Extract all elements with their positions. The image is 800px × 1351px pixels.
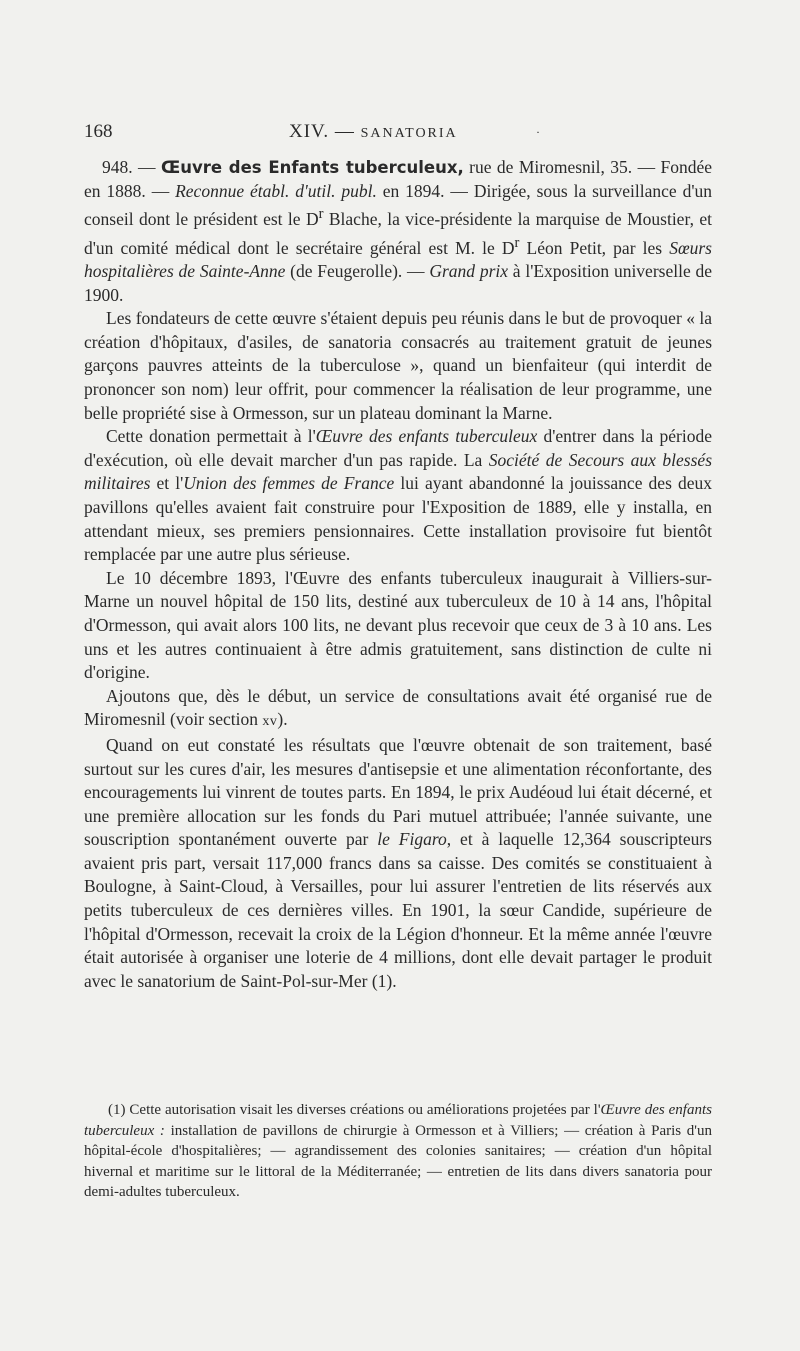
entry-title: Œuvre des Enfants tuberculeux,	[160, 158, 464, 177]
print-mark: ·	[536, 125, 540, 139]
paragraph-founders: Les fondateurs de cette œuvre s'étaient depuis peu réunis dans le but de provoquer « la création d'hôpitaux, d'asiles, de sanatoria consacrés au traitement gratuit de jeunes garçons pauvres atteints de la tuberculose », quand un bienfaiteur (qui interdit de prononcer son nom) leur offrit, pour commencer la réalisation de leur programme, une belle propriété sise à Ormesson, sur un plateau dominant la Marne.	[84, 308, 712, 423]
entry-paragraph-1: 948. — Œuvre des Enfants tuberculeux, rue de Miromesnil, 35. — Fondée en 1888. — Reconnue établ. d'util. publ. en 1894. — Dirigée, sous la surveillance d'un conseil dont le président est le $D^r$ Blache, la vice-présidente la marquise de Moustier, et d'un comité médical dont le secrétaire général est M. le $D^r$ Léon Petit, par les Sœurs hospitalières de Sainte-Anne (de Feugerolle). — Grand prix à l'Exposition universelle de 1900.	[84, 157, 713, 305]
paragraph-donation: Cette donation permettait à l'Œuvre des enfants tuberculeux d'entrer dans la période d'exécution, où elle devait marcher d'un pas rapide. La Société de Secours aux blessés militaires et l'Union des femmes de France lui ayant abandonné la jouissance des deux pavillons qu'elles avaient fait construire pour l'Exposition de 1889, elle y installa, en attendant mieux, ses premiers pensionnaires. Cette installation provisoire fut bientôt remplacée par une autre plus sérieuse.	[84, 426, 713, 565]
footnote-1: (1) Cette autorisation visait les diverses créations ou améliorations projetées par l'Œuvre des enfants tuberculeux : installation de pavillons de chirurgie à Ormesson et à Villiers; — création à Paris d'un hôpital-école d'hospitalières; — agrandissement des colonies sanitaires; — création d'un hôpital hivernal et maritime sur le littoral de la Méditerranée; — entretien de lits dans divers sanatoria pour demi-adultes tuberculeux.	[84, 1102, 712, 1200]
paragraph-results: Quand on eut constaté les résultats que l'œuvre obtenait de son traitement, basé surtout sur les cures d'air, les mesures d'antisepsie et une alimentation réconfortante, des encouragements lui vinrent de toutes parts. En 1894, le prix Audéoud lui était décerné, et une première allocation sur les fonds du Pari mutuel attribuée; l'année suivante, une souscription spontanément ouverte par le Figaro, et à laquelle 12,364 souscripteurs avaient pris part, versait 117,000 francs dans sa caisse. Des comités se constituaient à Boulogne, à Saint-Cloud, à Versailles, pour lui assurer l'entretien de lits réservés aux petits tuberculeux de ces dernières villes. En 1901, la sœur Candide, supérieure de l'hôpital d'Ormesson, recevait la croix de la Légion d'honneur. Et la même année l'œuvre était autorisée à organiser une loterie de 4 millions, dont elle devait partager le produit avec le sanatorium de Saint-Pol-sur-Mer (1).	[84, 734, 712, 991]
paragraph-inauguration: Le 10 décembre 1893, l'Œuvre des enfants tuberculeux inaugurait à Villiers-sur-Marne un nouvel hôpital de 150 lits, destiné aux tuberculeux de 10 à 14 ans, l'hôpital d'Ormesson, qui avait alors 100 lits, ne devant plus recevoir que ceux de 3 à 10 ans. Les uns et les autres continuaient à être admis gratuitement, sans distinction de culte ni d'origine.	[84, 567, 712, 683]
chapter-title: SANATORIA	[360, 126, 458, 141]
page-header	[84, 118, 712, 146]
footnote	[84, 1100, 712, 1203]
paragraph-consultations: Ajoutons que, dès le début, un service de consultations avait été organisé rue de Miromesnil (voir section xv).	[84, 685, 712, 730]
main-text	[84, 156, 712, 993]
running-header	[289, 118, 458, 148]
chapter-numeral: XIV. —	[289, 121, 361, 142]
page-number: 168	[84, 121, 113, 142]
